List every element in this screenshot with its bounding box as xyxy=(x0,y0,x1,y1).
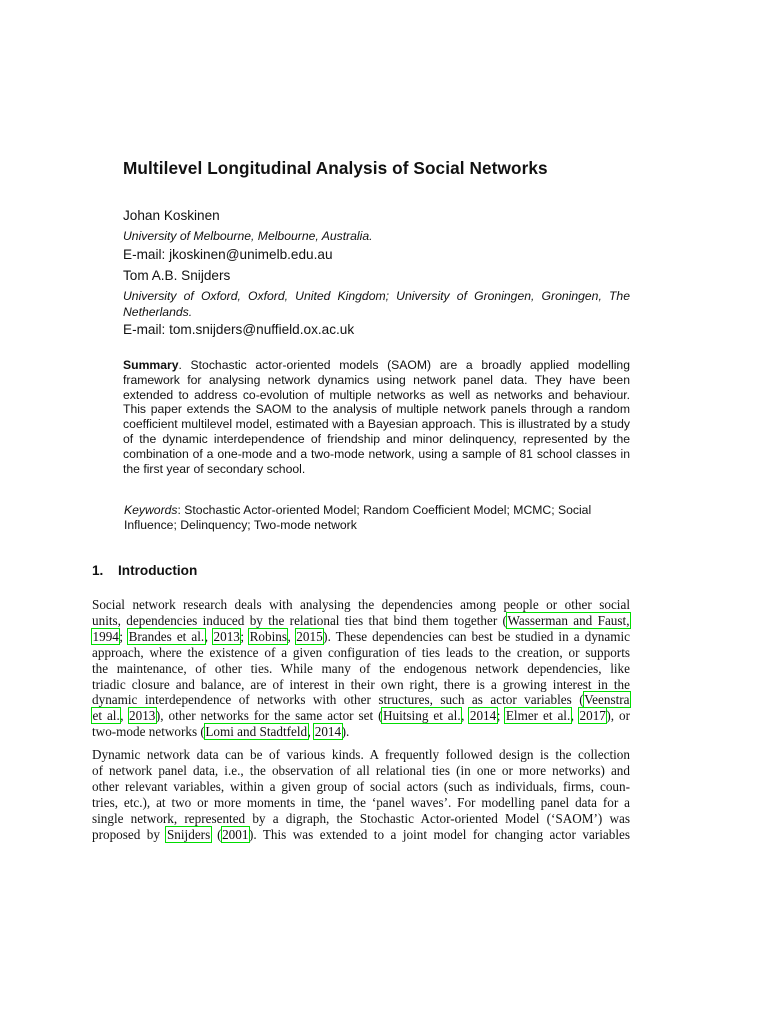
text-line: units, dependencies induced by the relational ties that bind them together (Wasserman and Faust, xyxy=(92,612,630,628)
citation-link[interactable]: Veenstra xyxy=(584,692,630,708)
text-line: Social network research deals with analysing the dependencies among people or other social xyxy=(92,597,630,612)
author-email: E-mail: tom.snijders@nuffield.ox.ac.uk xyxy=(123,322,355,337)
citation-link[interactable]: et al. xyxy=(92,708,120,724)
section-title: Introduction xyxy=(118,563,198,578)
text-line: triadic closure and balance, are of interest in their own right, there is a growing interest in the xyxy=(92,676,630,692)
summary-label: Summary xyxy=(123,358,179,372)
citation-link[interactable]: 2001 xyxy=(222,826,249,842)
author-1 xyxy=(123,208,633,223)
paragraph-2 xyxy=(92,747,630,842)
text-line: et al., 2013), other networks for the same actor set (Huitsing et al., 2014; Elmer et al., 2017), or xyxy=(92,708,630,724)
text-line: dynamic interdependence of networks with other structures, such as actor variables (Veenstra xyxy=(92,692,630,708)
citation-link[interactable]: 2013 xyxy=(213,628,240,644)
text-line: of network panel data, i.e., the observation of all relational ties (in one or more networks) and xyxy=(92,762,630,778)
author-name: Johan Koskinen xyxy=(123,208,220,223)
text-line: other relevant variables, within a given group of social actors (such as individuals, firms, coun- xyxy=(92,778,630,794)
text-line: tries, etc.), at two or more moments in time, the ‘panel waves’. For modelling panel data for a xyxy=(92,794,630,810)
paper-title: Multilevel Longitudinal Analysis of Social Networks xyxy=(123,158,548,178)
citation-link[interactable]: Wasserman and Faust, xyxy=(507,612,630,628)
keywords-label: Keywords xyxy=(124,503,178,517)
text-line: single network, represented by a digraph, the Stochastic Actor-oriented Model (‘SAOM’) was xyxy=(92,810,630,826)
citation-link[interactable]: 2014 xyxy=(314,724,342,740)
author-email: E-mail: jkoskinen@unimelb.edu.au xyxy=(123,247,333,262)
citation-link[interactable]: Huitsing et al. xyxy=(382,708,461,724)
citation-link[interactable]: Snijders xyxy=(166,826,211,842)
summary-abstract xyxy=(123,358,630,476)
author-affiliation-line: University of Oxford, Oxford, United Kingdom; University of Groningen, Groningen, The xyxy=(123,289,630,303)
author-affiliation-line: Netherlands. xyxy=(123,304,193,319)
paragraph-1 xyxy=(92,597,630,740)
citation-link[interactable]: 2013 xyxy=(129,708,156,724)
citation-link[interactable]: 1994 xyxy=(92,628,119,644)
author-name: Tom A.B. Snijders xyxy=(123,268,231,283)
keywords-text: : Stochastic Actor-oriented Model; Random Coefficient Model; MCMC; Social Influence; Delinquency; Two-mode network xyxy=(124,503,592,532)
text-line: two-mode networks (Lomi and Stadtfeld, 2014). xyxy=(92,724,350,740)
citation-link[interactable]: 2017 xyxy=(579,708,606,724)
section-number: 1. xyxy=(92,563,104,578)
section-heading xyxy=(92,563,197,578)
text-line: proposed by Snijders (2001). This was extended to a joint model for changing actor variables xyxy=(92,826,630,842)
text-line: 1994; Brandes et al., 2013; Robins, 2015). These dependencies can best be studied in a dynamic xyxy=(92,628,631,644)
summary-text: . Stochastic actor-oriented models (SAOM) are a broadly applied modelling framework for analysing network dynamics using network panel data. They have been extended to address co-evolution of multiple networks as well as networks and behaviour. This paper extends the SAOM to the analysis of multiple network panels through a random coefficient multilevel model, estimated with a Bayesian approach. This is illustrated by a study of the dynamic interdependence of friendship and minor delinquency, represented by the combination of a one-mode and a two-mode network, using a sample of 81 school classes in the first year of secondary school. xyxy=(123,358,630,476)
author-affiliation: University of Melbourne, Melbourne, Australia. xyxy=(123,229,373,243)
author-2 xyxy=(123,268,633,283)
text-line: approach, where the existence of a given configuration of ties leads to the creation, or supports xyxy=(92,644,630,660)
citation-link[interactable]: Robins xyxy=(249,628,287,644)
text-line: Dynamic network data can be of various kinds. A frequently followed design is the collection xyxy=(92,747,630,762)
keywords xyxy=(124,503,602,533)
citation-link[interactable]: Elmer et al. xyxy=(505,708,571,724)
citation-link[interactable]: 2015 xyxy=(296,628,323,644)
citation-link[interactable]: Brandes et al. xyxy=(128,628,205,644)
citation-link[interactable]: Lomi and Stadtfeld xyxy=(205,724,308,740)
citation-link[interactable]: 2014 xyxy=(469,708,497,724)
text-line: the maintenance, of other ties. While many of the endogenous network dependencies, like xyxy=(92,660,630,676)
